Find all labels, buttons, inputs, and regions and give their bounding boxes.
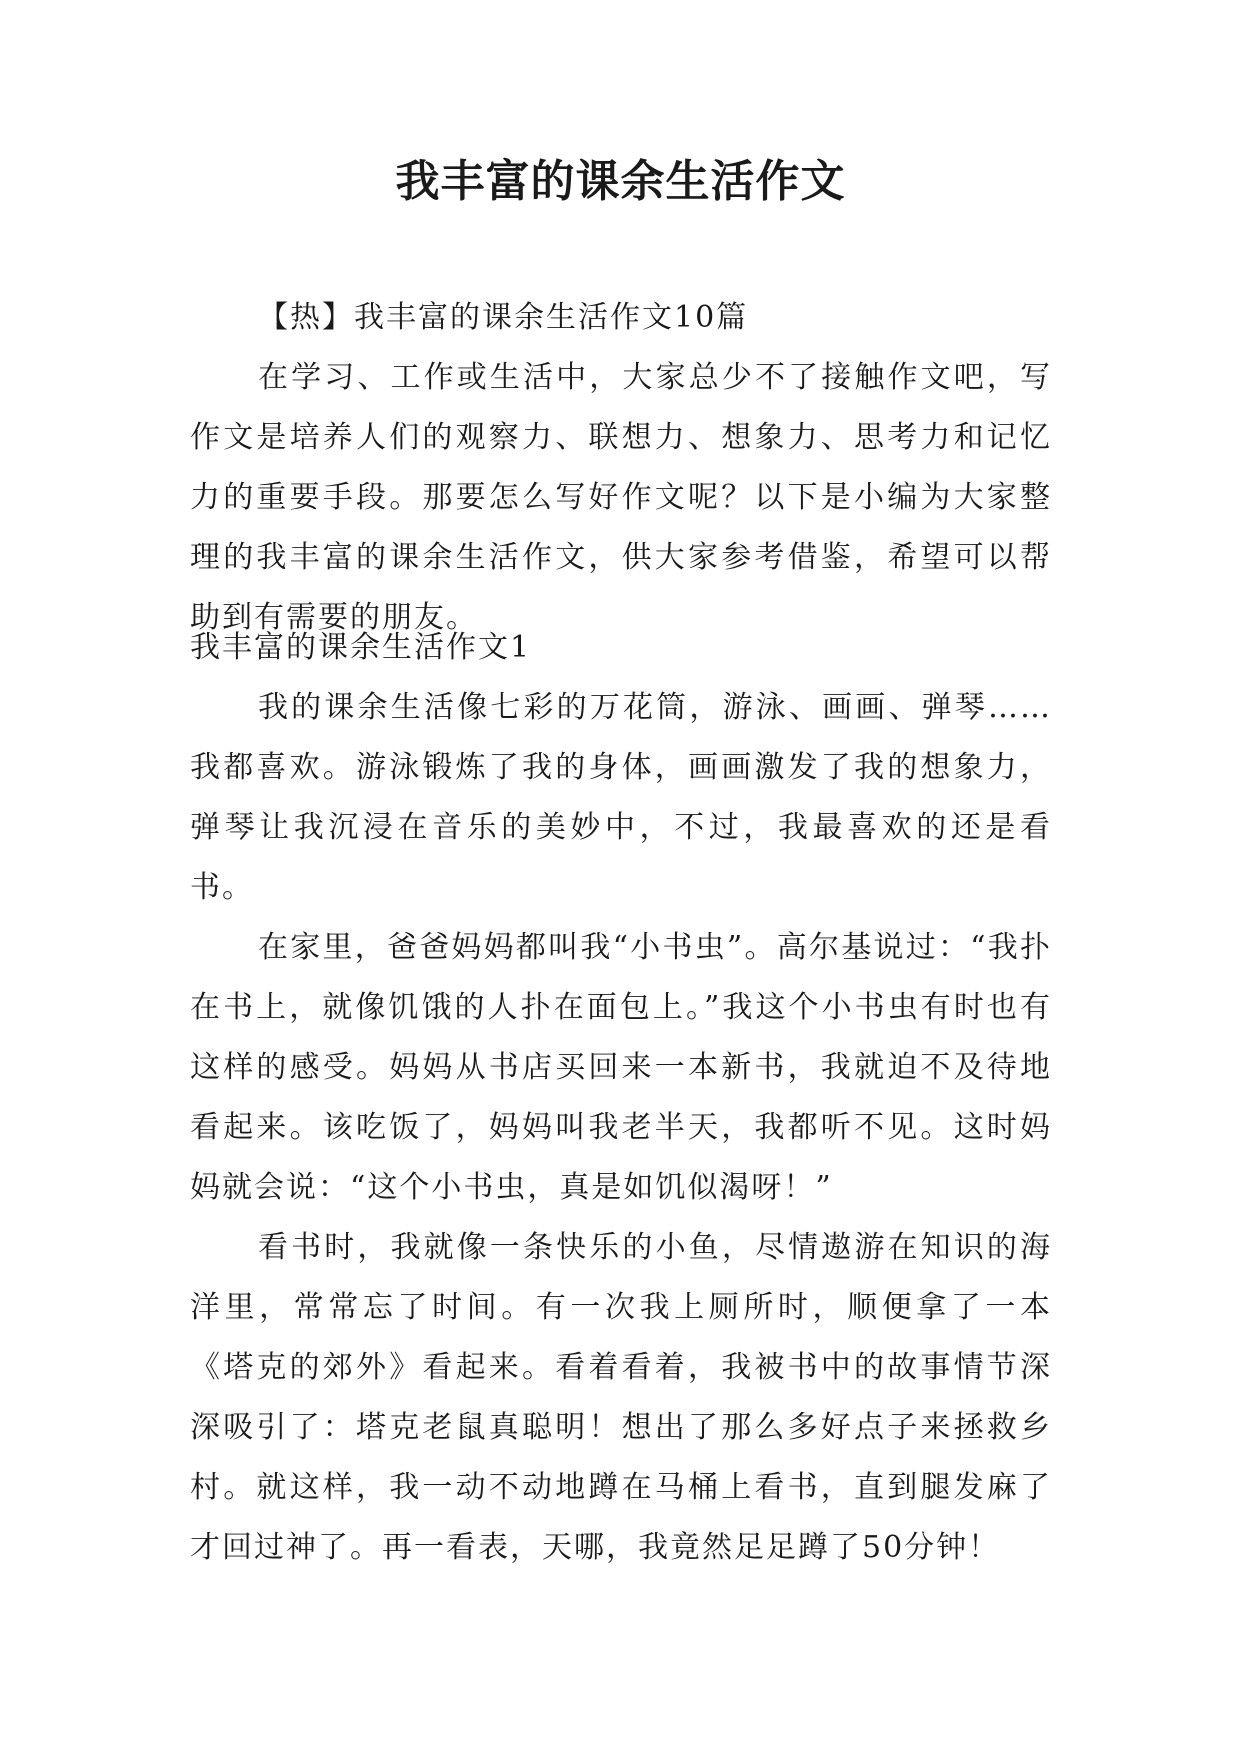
essay-block [190, 618, 1052, 1578]
essay-paragraph-1: 我的课余生活像七彩的万花筒，游泳、画画、弹琴……我都喜欢。游泳锻炼了我的身体，画画激发了我的想象力，弹琴让我沉浸在音乐的美妙中，不过，我最喜欢的还是看书。 [190, 690, 1052, 905]
section-heading: 我丰富的课余生活作文1 [190, 630, 532, 665]
intro-heading: 【热】我丰富的课余生活作文10篇 [258, 300, 749, 335]
essay-paragraph-2: 在家里，爸爸妈妈都叫我“小书虫”。高尔基说过：“我扑在书上，就像饥饿的人扑在面包上。”我这个小书虫有时也有这样的感受。妈妈从书店买回来一本新书，我就迫不及待地看起来。该吃饭了，妈妈叫我老半天，我都听不见。这时妈妈就会说：“这个小书虫，真是如饥似渴呀！” [190, 930, 1052, 1205]
intro-paragraph: 在学习、工作或生活中，大家总少不了接触作文吧，写作文是培养人们的观察力、联想力、想象力、思考力和记忆力的重要手段。那要怎么写好作文呢？以下是小编为大家整理的我丰富的课余生活作文，供大家参考借鉴，希望可以帮助到有需要的朋友。 [190, 360, 1052, 635]
essay-paragraph-3: 看书时，我就像一条快乐的小鱼，尽情遨游在知识的海洋里，常常忘了时间。有一次我上厕所时，顺便拿了一本《塔克的郊外》看起来。看着看着，我被书中的故事情节深深吸引了：塔克老鼠真聪明！想出了那么多好点子来拯救乡村。就这样，我一动不动地蹲在马桶上看书，直到腿发麻了才回过神了。再一看表，天哪，我竟然足足蹲了50分钟！ [190, 1230, 1052, 1565]
intro-block [190, 288, 1052, 648]
page-title: 我丰富的课余生活作文 [395, 156, 846, 207]
